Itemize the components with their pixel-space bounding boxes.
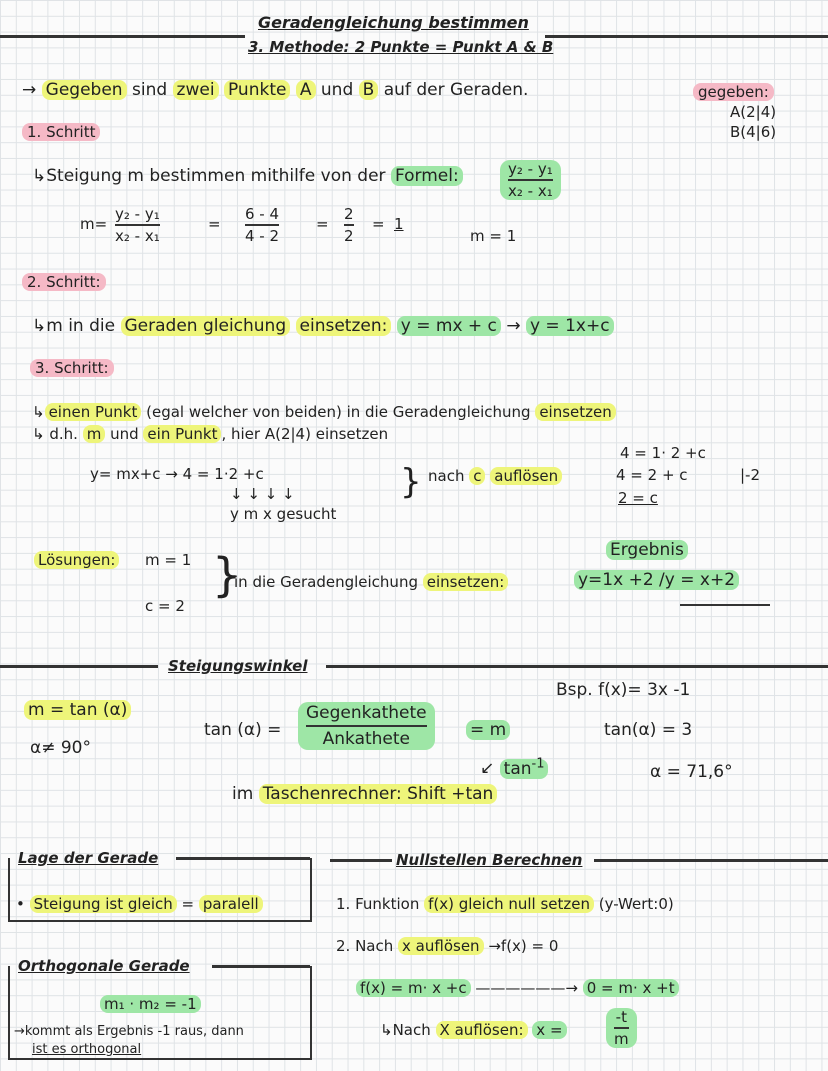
ortho-title: Orthogonale Gerade bbox=[18, 957, 190, 975]
step3-arrows: ↓ ↓ ↓ ↓ bbox=[230, 485, 295, 503]
ortho-formula: m₁ · m₂ = -1 bbox=[100, 994, 201, 1014]
winkel-tan-inv: ↙ $\tan^{-1}$ bbox=[480, 754, 548, 779]
given-point-a: A(2|4) bbox=[730, 103, 777, 121]
ortho-text2: ist es orthogonal bbox=[32, 1042, 142, 1057]
winkel-tan-left: tan (α) = bbox=[204, 720, 282, 740]
loesung-m: m = 1 bbox=[145, 551, 192, 569]
loesung-c: c = 2 bbox=[145, 597, 185, 615]
step2-label: 2. Schritt: bbox=[22, 272, 106, 292]
loesung-text: in die Geradengleichung einsetzen: bbox=[234, 572, 508, 592]
ergebnis-underline bbox=[680, 604, 770, 606]
ergebnis-label: Ergebnis bbox=[606, 540, 688, 560]
null-step2: 2. Nach x auflösen →f(x) = 0 bbox=[336, 937, 559, 955]
winkel-bsp3: α = 71,6° bbox=[650, 762, 733, 782]
calc-frac-1: y₂ - y₁ x₂ - x₁ bbox=[115, 205, 160, 245]
winkel-alpha-ne: α≠ 90° bbox=[30, 738, 91, 758]
winkel-rule-left bbox=[0, 665, 158, 668]
null-fraction: -t m bbox=[606, 1008, 637, 1048]
winkel-bsp: Bsp. f(x)= 3x -1 bbox=[556, 680, 691, 700]
step3-line2: ↳ d.h. m und ein Punkt , hier A(2|4) einsetzen bbox=[32, 425, 389, 443]
step3-brace: } bbox=[400, 462, 422, 502]
loesung-label: Lösungen: bbox=[34, 550, 119, 570]
winkel-title: Steigungswinkel bbox=[168, 657, 308, 675]
winkel-bsp2: tan(α) = 3 bbox=[604, 720, 693, 740]
step3-nach: nach c auflösen bbox=[428, 466, 562, 486]
lage-title: Lage der Gerade bbox=[18, 849, 159, 867]
null-rule-right bbox=[594, 859, 828, 862]
step3-line1: ↳ einen Punkt (egal welcher von beiden) in die Geradengleichung einsetzen bbox=[32, 402, 616, 422]
null-last: ↳Nach X auflösen: x = bbox=[380, 1020, 567, 1040]
calc-eq-2: = bbox=[316, 215, 329, 233]
step3-sol-op: |-2 bbox=[740, 466, 761, 484]
null-step1: 1. Funktion f(x) gleich null setzen (y-Wert:0) bbox=[336, 895, 674, 913]
calc-frac-3: 2 2 bbox=[344, 205, 354, 245]
winkel-m-tan: m = tan (α) bbox=[24, 700, 131, 720]
ortho-rule bbox=[212, 965, 310, 968]
lage-text: • Steigung ist gleich = paralell bbox=[16, 894, 263, 914]
null-rule-left bbox=[330, 859, 392, 862]
header-rule-right bbox=[545, 35, 828, 38]
header-rule-left bbox=[0, 35, 245, 38]
step3-label: 3. Schritt: bbox=[30, 358, 114, 378]
given-point-b: B(4|6) bbox=[730, 123, 777, 141]
calc-result: 1 bbox=[394, 215, 404, 233]
step3-equation: y= mx+c → 4 = 1·2 +c bbox=[90, 465, 264, 483]
m-result: m = 1 bbox=[470, 227, 517, 245]
step3-sol1: 4 = 1· 2 +c bbox=[620, 444, 706, 462]
null-title: Nullstellen Berechnen bbox=[396, 851, 583, 869]
winkel-rule-right bbox=[326, 665, 828, 668]
loesung-brace: } bbox=[212, 548, 242, 602]
step3-sol2: 4 = 2 + c bbox=[616, 466, 688, 484]
calc-eq-3: = bbox=[372, 215, 385, 233]
page-subtitle: 3. Methode: 2 Punkte = Punkt A & B bbox=[248, 38, 554, 56]
step1-formula: y₂ - y₁ x₂ - x₁ bbox=[500, 160, 561, 200]
step3-labels: y m x gesucht bbox=[230, 505, 337, 523]
calc-eq-1: = bbox=[208, 215, 221, 233]
calc-frac-2: 6 - 4 4 - 2 bbox=[245, 205, 280, 245]
calc-m-label: m= bbox=[80, 215, 108, 233]
winkel-frac: Gegenkathete Ankathete bbox=[298, 702, 435, 750]
winkel-rechner: im Taschenrechner: Shift +tan bbox=[232, 784, 497, 804]
step3-sol3: 2 = c bbox=[618, 489, 658, 507]
intro-line: → Gegeben sind zwei Punkte A und B auf der Geraden. bbox=[22, 80, 529, 100]
step1-label: 1. Schritt bbox=[22, 122, 100, 142]
given-label: gegeben: bbox=[693, 82, 774, 102]
null-equation: f(x) = m· x +c ——————→ 0 = m· x +t bbox=[356, 978, 679, 998]
ergebnis-result: y=1x +2 /y = x+2 bbox=[574, 570, 739, 590]
step2-text: ↳m in die Geraden gleichung einsetzen: y = mx + c → y = 1x+c bbox=[32, 316, 614, 336]
page-title: Geradengleichung bestimmen bbox=[258, 13, 529, 32]
step1-text: ↳Steigung m bestimmen mithilfe von der Formel: bbox=[32, 166, 463, 186]
winkel-eq-m: = m bbox=[466, 720, 510, 740]
ortho-text1: →kommt als Ergebnis -1 raus, dann bbox=[14, 1024, 244, 1039]
lage-rule bbox=[176, 857, 310, 860]
